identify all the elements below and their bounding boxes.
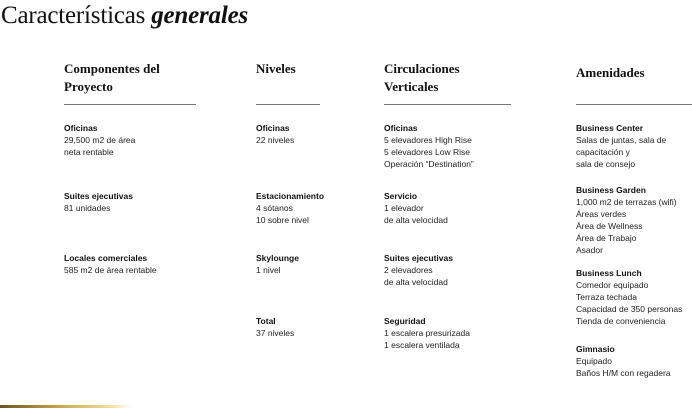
title-prefix: Características xyxy=(1,2,152,29)
block-line: 1,000 m2 de terrazas (wifi) xyxy=(576,197,677,207)
block-line: Comedor equipado xyxy=(576,280,649,290)
info-block-suites-ejecutivas xyxy=(64,190,133,214)
block-line: 29,500 m2 de área xyxy=(64,135,136,145)
block-line: 5 elevadores High Rise xyxy=(384,135,472,145)
block-line: 1 escalera presurizada xyxy=(384,328,470,338)
column-rule-amenidades xyxy=(576,104,692,105)
footer-gold-accent-bar xyxy=(0,405,132,408)
block-title: Business Center xyxy=(576,123,644,133)
block-line: 585 m2 de área rentable xyxy=(64,265,157,275)
column-heading-componentes: Componentes del Proyecto xyxy=(64,61,160,94)
block-title: Skylounge xyxy=(256,253,299,263)
info-block-oficinas xyxy=(384,122,474,170)
info-block-oficinas xyxy=(256,122,294,146)
info-block-skylounge xyxy=(256,252,299,276)
block-line: 81 unidades xyxy=(64,203,111,213)
block-title: Suites ejecutivas xyxy=(64,191,133,201)
block-line: de alta velocidad xyxy=(384,215,448,225)
block-line: 37 niveles xyxy=(256,328,295,338)
info-block-locales-comerciales xyxy=(64,252,157,276)
title-emphasis: generales xyxy=(151,2,248,29)
block-title: Total xyxy=(256,316,276,326)
info-block-servicio xyxy=(384,190,448,226)
info-block-total xyxy=(256,315,294,339)
block-title: Estacionamiento xyxy=(256,191,325,201)
block-title: Business Lunch xyxy=(576,268,642,278)
block-line: 22 niveles xyxy=(256,135,295,145)
info-block-oficinas xyxy=(64,122,135,158)
column-heading-niveles: Niveles xyxy=(256,61,296,76)
page-title xyxy=(1,2,248,30)
block-line: 10 sobre nivel xyxy=(256,215,309,225)
block-line: Tienda de conveniencia xyxy=(576,316,666,326)
block-title: Oficinas xyxy=(64,123,98,133)
block-title: Gimnasio xyxy=(576,344,615,354)
block-line: neta rentable xyxy=(64,147,114,157)
block-title: Oficinas xyxy=(256,123,290,133)
block-line: 1 nivel xyxy=(256,265,281,275)
block-line: 4 sótanos xyxy=(256,203,293,213)
column-heading-circulaciones: Circulaciones Verticales xyxy=(384,61,460,94)
block-line: de alta velocidad xyxy=(384,277,448,287)
info-block-business-garden xyxy=(576,184,677,256)
column-heading-amenidades: Amenidades xyxy=(576,65,645,80)
block-line: Salas de juntas, sala de xyxy=(576,135,667,145)
block-line: Asador xyxy=(576,245,603,255)
block-title: Suites ejecutivas xyxy=(384,253,453,263)
block-line: Área de Trabajo xyxy=(576,233,637,243)
block-title: Locales comerciales xyxy=(64,253,148,263)
block-line: Baños H/M con regadera xyxy=(576,368,671,378)
info-block-business-lunch xyxy=(576,267,682,327)
column-rule-circulaciones xyxy=(384,104,511,105)
info-block-gimnasio xyxy=(576,343,671,379)
info-block-business-center xyxy=(576,122,666,170)
block-line: Equipado xyxy=(576,356,612,366)
info-block-estacionamiento xyxy=(256,190,324,226)
block-line: Área de Wellness xyxy=(576,221,643,231)
block-line: Capacidad de 350 personas xyxy=(576,304,683,314)
block-title: Seguridad xyxy=(384,316,426,326)
column-rule-niveles xyxy=(256,104,320,105)
block-line: 2 elevadores xyxy=(384,265,433,275)
block-line: 5 elevadores Low Rise xyxy=(384,147,470,157)
block-title: Business Garden xyxy=(576,185,646,195)
block-title: Oficinas xyxy=(384,123,418,133)
block-line: 1 elevador xyxy=(384,203,424,213)
block-line: Operación “Destination” xyxy=(384,159,474,169)
block-line: Terraza techada xyxy=(576,292,637,302)
column-rule-componentes xyxy=(64,104,196,105)
block-line: Áreas verdes xyxy=(576,209,627,219)
block-line: 1 escalera ventilada xyxy=(384,340,460,350)
block-line: capacitación y xyxy=(576,147,630,157)
info-block-suites-ejecutivas xyxy=(384,252,453,288)
block-line: sala de consejo xyxy=(576,159,636,169)
info-block-seguridad xyxy=(384,315,470,351)
block-title: Servicio xyxy=(384,191,418,201)
